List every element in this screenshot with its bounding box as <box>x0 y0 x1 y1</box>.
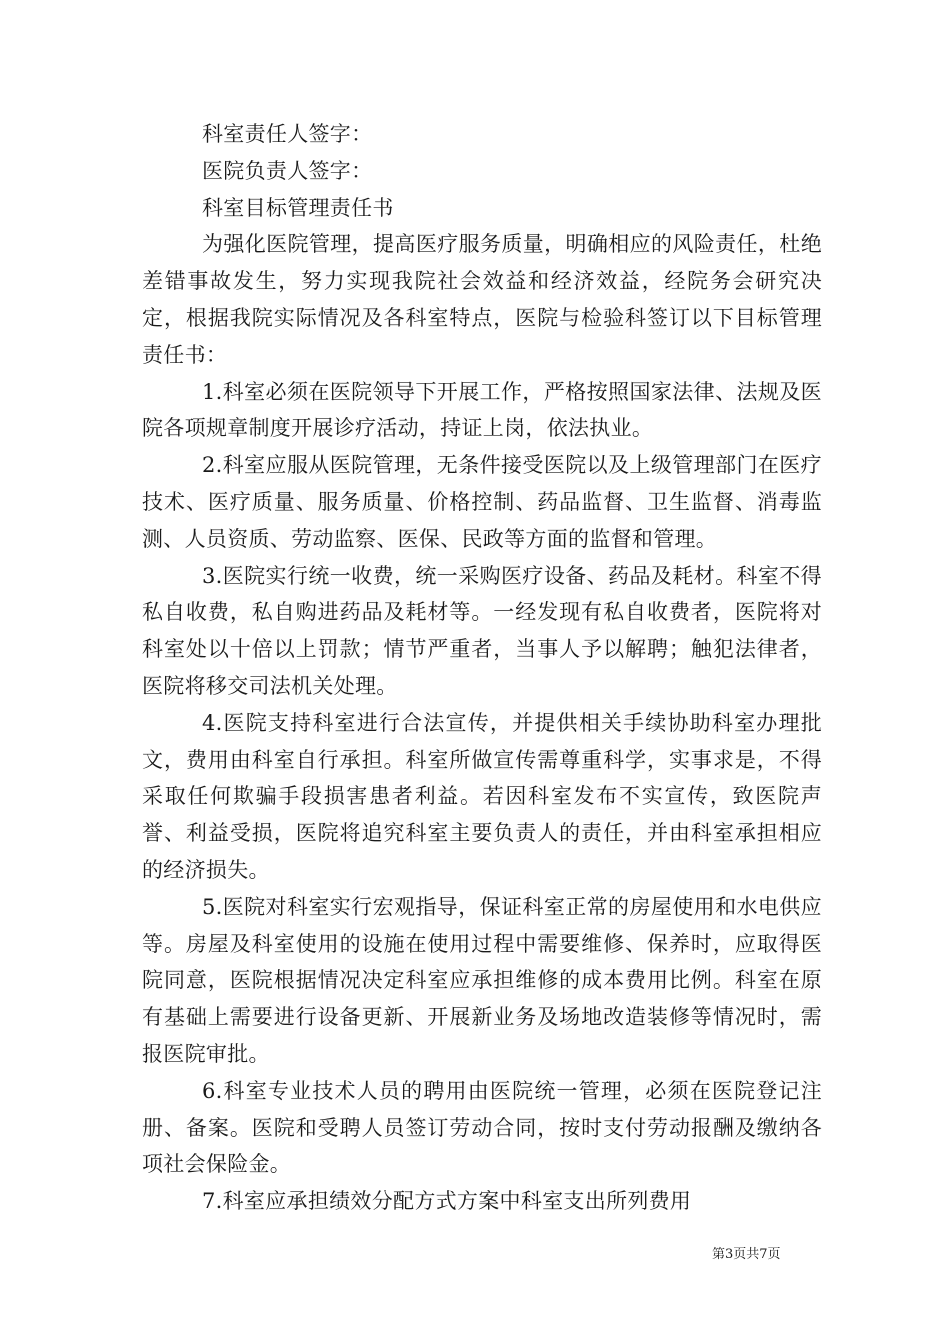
document-body <box>142 116 822 1220</box>
clause-6: 6.科室专业技术人员的聘用由医院统一管理，必须在医院登记注册、备案。医院和受聘人员签订劳动合同，按时支付劳动报酬及缴纳各项社会保险金。 <box>142 1078 822 1177</box>
clause-2: 2.科室应服从医院管理，无条件接受医院以及上级管理部门在医疗技术、医疗质量、服务质量、价格控制、药品监督、卫生监督、消毒监测、人员资质、劳动监察、医保、民政等方面的监督和管理。 <box>142 453 822 551</box>
clause-7: 7.科室应承担绩效分配方式方案中科室支出所列费用 <box>202 1189 692 1214</box>
department-signature-line: 科室责任人签字： <box>202 122 373 146</box>
clause-5: 5.医院对科室实行宏观指导，保证科室正常的房屋使用和水电供应等。房屋及科室使用的设施在使用过程中需要维修、保养时，应取得医院同意，医院根据情况决定科室应承担维修的成本费用比例。科室在原有基础上需要进行设备更新、开展新业务及场地改造装修等情况时，需报医院审批。 <box>142 894 822 1066</box>
clause-1: 1.科室必须在医院领导下开展工作，严格按照国家法律、法规及医院各项规章制度开展诊疗活动，持证上岗，依法执业。 <box>142 379 822 441</box>
clause-4: 4.医院支持科室进行合法宣传，并提供相关手续协助科室办理批文，费用由科室自行承担。科室所做宣传需尊重科学，实事求是，不得采取任何欺骗手段损害患者利益。若因科室发布不实宣传，致医院声誉、利益受损，医院将追究科室主要负责人的责任，并由科室承担相应的经济损失。 <box>142 710 822 882</box>
document-heading: 科室目标管理责任书 <box>202 195 394 220</box>
page-number: 第3页共7页 <box>712 1247 781 1262</box>
intro-paragraph: 为强化医院管理，提高医疗服务质量，明确相应的风险责任，杜绝差错事故发生，努力实现我院社会效益和经济效益，经院务会研究决定，根据我院实际情况及各科室特点，医院与检验科签订以下目标管理责任书： <box>142 232 822 367</box>
clause-3: 3.医院实行统一收费，统一采购医疗设备、药品及耗材。科室不得私自收费，私自购进药品及耗材等。一经发现有私自收费者，医院将对科室处以十倍以上罚款；情节严重者，当事人予以解聘；触犯法律者，医院将移交司法机关处理。 <box>142 563 822 698</box>
hospital-signature-line: 医院负责人签字： <box>202 158 373 183</box>
